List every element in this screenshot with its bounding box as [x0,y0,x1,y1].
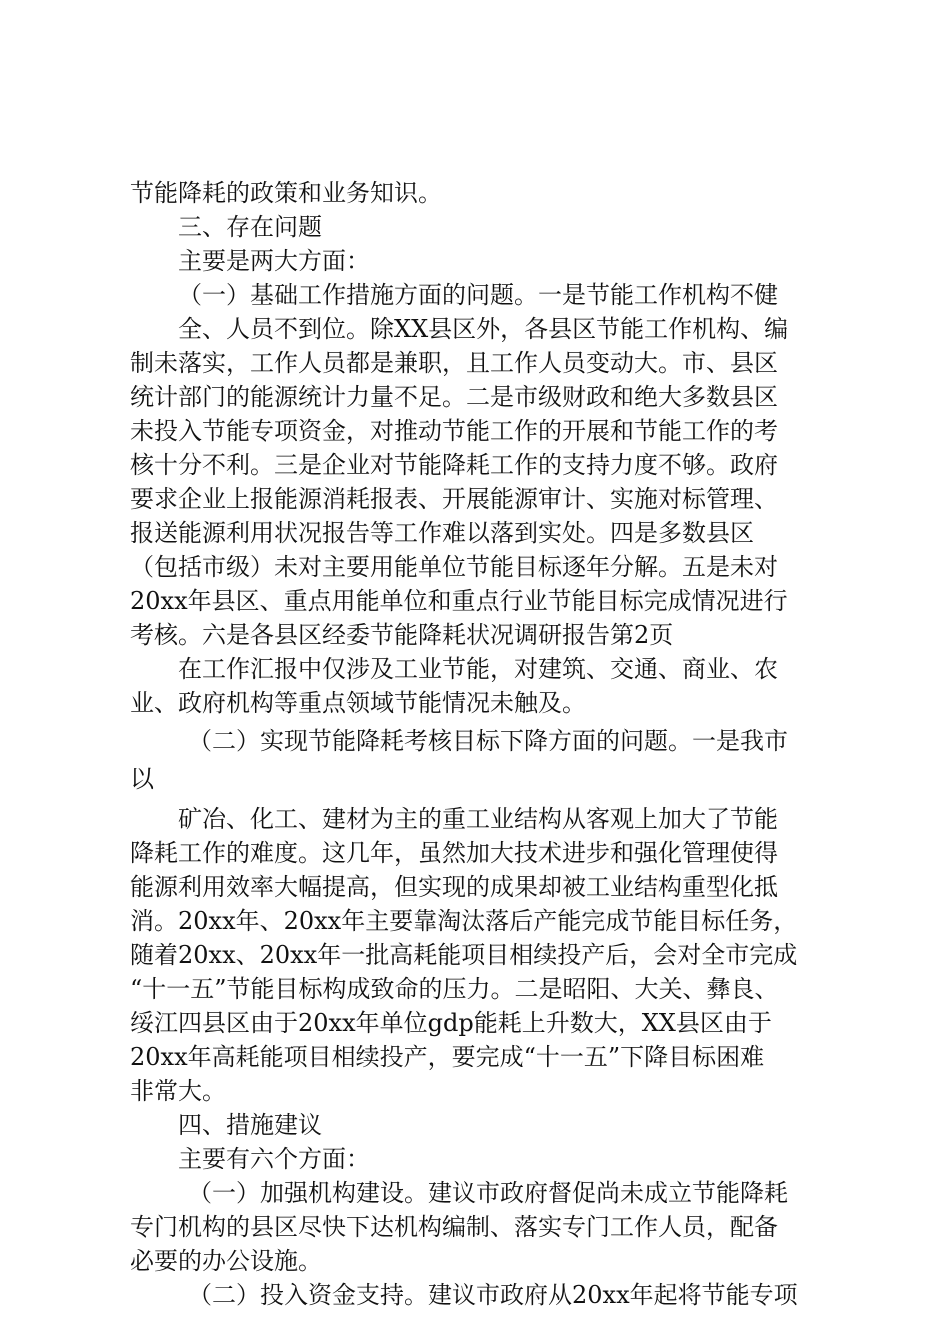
body-line: 主要有六个方面： [178,1145,370,1173]
body-line: 以 [130,765,154,793]
section-heading: 三、存在问题 [178,213,322,241]
body-line: 制未落实，工作人员都是兼职，且工作人员变动大。市、县区 [130,349,778,377]
body-line: 矿冶、化工、建材为主的重工业结构从客观上加大了节能 [178,805,778,833]
body-line: 专门机构的县区尽快下达机构编制、落实专门工作人员，配备 [130,1213,778,1241]
body-line: （二）实现节能降耗考核目标下降方面的问题。一是我市 [188,727,788,755]
body-line: 绥江四县区由于20xx年单位gdp能耗上升数大，XX县区由于 [130,1009,772,1037]
body-line: 随着20xx、20xx年一批高耗能项目相续投产后，会对全市完成 [130,941,798,969]
body-line: （包括市级）未对主要用能单位节能目标逐年分解。五是未对 [130,553,778,581]
body-line: 20xx年高耗能项目相续投产，要完成“十一五”下降目标困难 [130,1043,765,1071]
body-line: 节能降耗的政策和业务知识。 [130,179,442,207]
body-line: 统计部门的能源统计力量不足。二是市级财政和绝大多数县区 [130,383,778,411]
body-line: 20xx年县区、重点用能单位和重点行业节能目标完成情况进行 [130,587,788,615]
body-line: 核十分不利。三是企业对节能降耗工作的支持力度不够。政府 [130,451,778,479]
body-line: 非常大。 [130,1077,226,1105]
body-line: 考核。六是各县区经委节能降耗状况调研报告第2页 [130,621,674,649]
body-line: 全、人员不到位。除XX县区外，各县区节能工作机构、编 [178,315,789,343]
body-line: 降耗工作的难度。这几年，虽然加大技术进步和强化管理使得 [130,839,778,867]
body-line: 报送能源利用状况报告等工作难以落到实处。四是多数县区 [130,519,754,547]
body-line: 主要是两大方面： [178,247,370,275]
body-line: “十一五”节能目标构成致命的压力。二是昭阳、大关、彝良、 [130,975,779,1003]
section-heading: 四、措施建议 [178,1111,322,1139]
body-line: 必要的办公设施。 [130,1247,322,1275]
body-line: 业、政府机构等重点领域节能情况未触及。 [130,689,586,717]
body-line: 在工作汇报中仅涉及工业节能，对建筑、交通、商业、农 [178,655,778,683]
body-line: （一）基础工作措施方面的问题。一是节能工作机构不健 [178,281,778,309]
body-line: （二）投入资金支持。建议市政府从20xx年起将节能专项 [188,1281,798,1309]
body-line: 未投入节能专项资金，对推动节能工作的开展和节能工作的考 [130,417,778,445]
body-line: （一）加强机构建设。建议市政府督促尚未成立节能降耗 [188,1179,788,1207]
body-line: 消。20xx年、20xx年主要靠淘汰落后产能完成节能目标任务， [130,907,798,935]
body-line: 要求企业上报能源消耗报表、开展能源审计、实施对标管理、 [130,485,778,513]
body-line: 能源利用效率大幅提高，但实现的成果却被工业结构重型化抵 [130,873,778,901]
